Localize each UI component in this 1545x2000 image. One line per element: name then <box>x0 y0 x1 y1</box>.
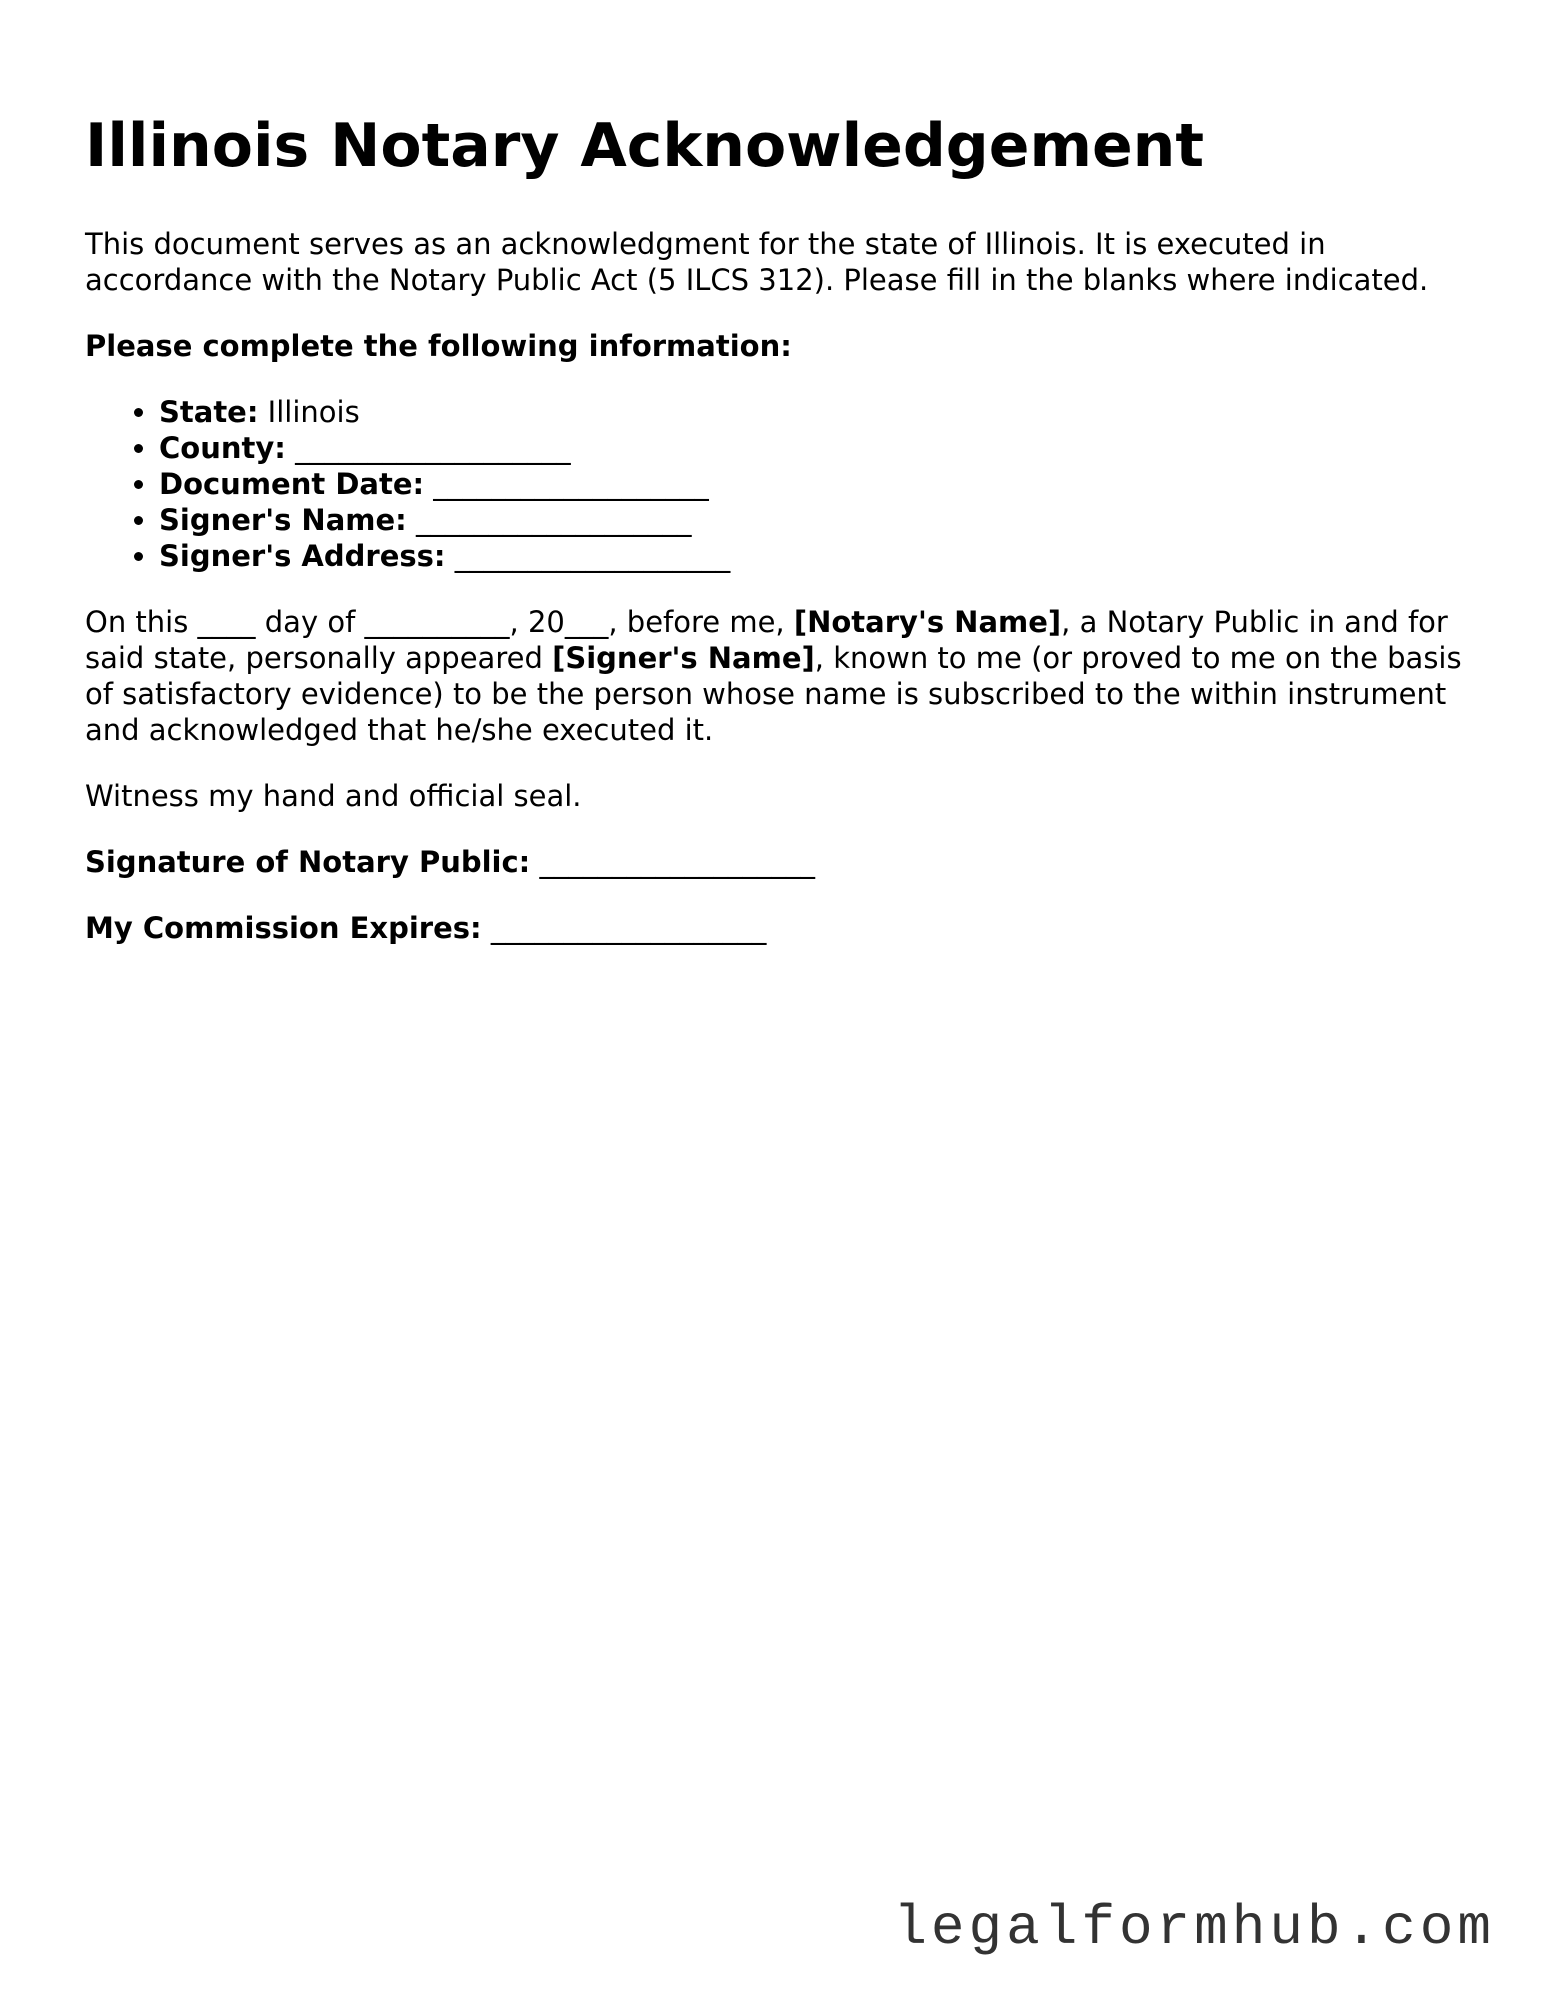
field-label: Signer's Address: <box>159 539 446 573</box>
signature-label: Signature of Notary Public: <box>85 845 531 879</box>
signature-line <box>85 844 1465 880</box>
commission-blank: ___________________ <box>481 911 767 945</box>
field-blank: ___________________ <box>424 467 709 501</box>
document-page <box>85 108 1465 976</box>
notary-name-placeholder: [Notary's Name] <box>793 605 1062 639</box>
field-blank: ___________________ <box>406 503 692 537</box>
page-title: Illinois Notary Acknowledgement <box>85 111 1205 181</box>
field-blank: ___________________ <box>285 431 571 465</box>
ack-part1: On this ____ day of __________, 20___, before me, <box>85 605 794 639</box>
complete-heading: Please complete the following information: <box>85 329 792 363</box>
field-signer-name <box>159 502 1465 538</box>
fields-list <box>85 394 1465 574</box>
commission-label: My Commission Expires: <box>85 911 482 945</box>
field-county <box>159 430 1465 466</box>
field-label: State: <box>159 395 259 429</box>
field-state <box>159 394 1465 430</box>
witness-line: Witness my hand and official seal. <box>85 779 582 813</box>
field-signer-address <box>159 538 1465 574</box>
field-document-date <box>159 466 1465 502</box>
ack-part2: , a Notary Public in and for said state, personally appeared <box>85 605 1448 675</box>
signer-name-placeholder: [Signer's Name] <box>552 641 815 675</box>
signature-blank: ___________________ <box>530 845 815 879</box>
commission-line <box>85 910 1465 946</box>
acknowledgment-paragraph <box>85 604 1465 748</box>
intro-paragraph: This document serves as an acknowledgment for the state of Illinois. It is executed in accordance with the Notary Public Act (5 ILCS 312). Please fill in the blanks where indicated. <box>85 227 1429 297</box>
watermark-logo: legalformhub.com <box>893 1896 1495 1960</box>
field-label: Document Date: <box>159 467 425 501</box>
field-blank: ___________________ <box>445 539 731 573</box>
field-label: Signer's Name: <box>159 503 407 537</box>
field-value: Illinois <box>258 395 360 429</box>
field-label: County: <box>159 431 286 465</box>
ack-part3: , known to me (or proved to me on the basis of satisfactory evidence) to be the person whose name is subscribed to the within instrument and acknowledged that he/she executed it. <box>85 641 1462 747</box>
